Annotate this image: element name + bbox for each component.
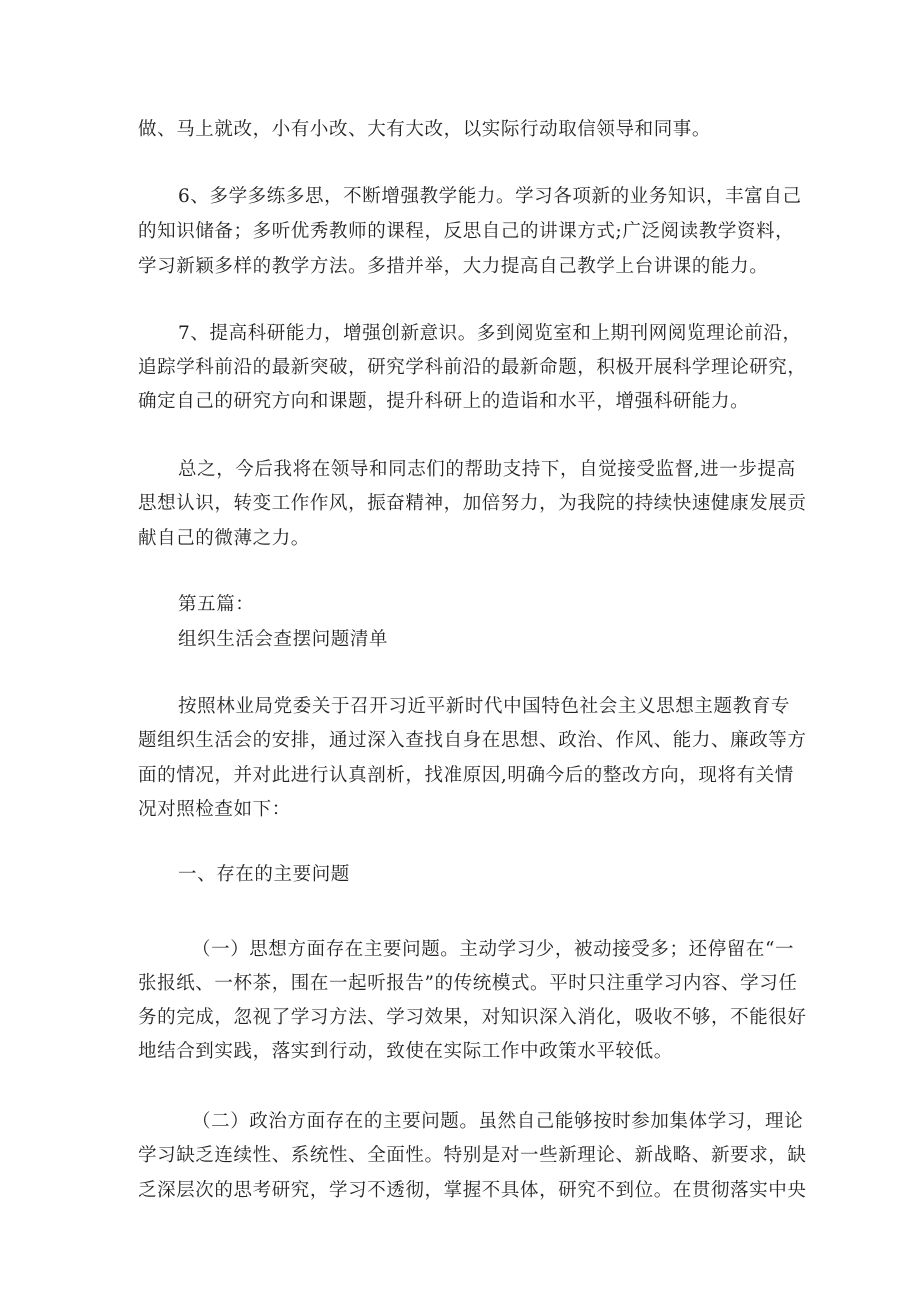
section-label: 第五篇： (178, 594, 255, 615)
text-line: 的知识储备；多听优秀教师的课程，反思自己的讲课方式;广泛阅读教学资料， (138, 221, 795, 242)
text-line: 做、马上就改，小有小改、大有大改，以实际行动取信领导和同事。 (138, 119, 712, 140)
text-line: 题组织生活会的安排，通过深入查找自身在思想、政治、作风、能力、廉政等方 (138, 730, 807, 751)
text-line: 献自己的微薄之力。 (138, 528, 310, 549)
text-line: 思想认识，转变工作作风，振奋精神，加倍努力，为我院的持续快速健康发展贡 (138, 493, 807, 514)
heading-main-problems: 一、存在的主要问题 (178, 864, 350, 885)
text-line: 6、多学多练多思，不断增强教学能力。学习各项新的业务知识，丰富自己 (178, 186, 802, 207)
text-line: 确定自己的研究方向和课题，提升科研上的造诣和水平，增强科研能力。 (138, 391, 750, 412)
text-line: 按照林业局党委关于召开习近平新时代中国特色社会主义思想主题教育专 (178, 696, 790, 717)
text-line: 张报纸、一杯茶，围在一起听报告”的传统模式。平时只注重学习内容、学习任 (138, 973, 798, 994)
text-line: 况对照检查如下： (138, 799, 291, 820)
text-line: 追踪学科前沿的最新突破，研究学科前沿的最新命题，积极开展科学理论研究， (138, 357, 807, 378)
text-line: （二）政治方面存在的主要问题。虽然自己能够按时参加集体学习，理论 (192, 1111, 804, 1132)
text-line: 学习缺乏连续性、系统性、全面性。特别是对一些新理论、新战略、新要求，缺 (138, 1145, 807, 1166)
text-line: 学习新颖多样的教学方法。多措并举，大力提高自己教学上台讲课的能力。 (138, 256, 769, 277)
text-line: 7、提高科研能力，增强创新意识。多到阅览室和上期刊网阅览理论前沿， (178, 323, 802, 344)
text-line: 乏深层次的思考研究，学习不透彻，掌握不具体，研究不到位。在贯彻落实中央 (138, 1180, 807, 1201)
text-line: 总之，今后我将在领导和同志们的帮助支持下，自觉接受监督,进一步提高 (178, 459, 796, 480)
text-line: 务的完成，忽视了学习方法、学习效果，对知识深入消化，吸收不够，不能很好 (138, 1007, 807, 1028)
section-title: 组织生活会查摆问题清单 (178, 629, 389, 650)
text-line: （一）思想方面存在主要问题。主动学习少，被动接受多；还停留在“一 (192, 939, 795, 960)
text-line: 地结合到实践，落实到行动，致使在实际工作中政策水平较低。 (138, 1041, 673, 1062)
text-line: 面的情况，并对此进行认真剖析，找准原因,明确今后的整改方向，现将有关情 (138, 765, 794, 786)
